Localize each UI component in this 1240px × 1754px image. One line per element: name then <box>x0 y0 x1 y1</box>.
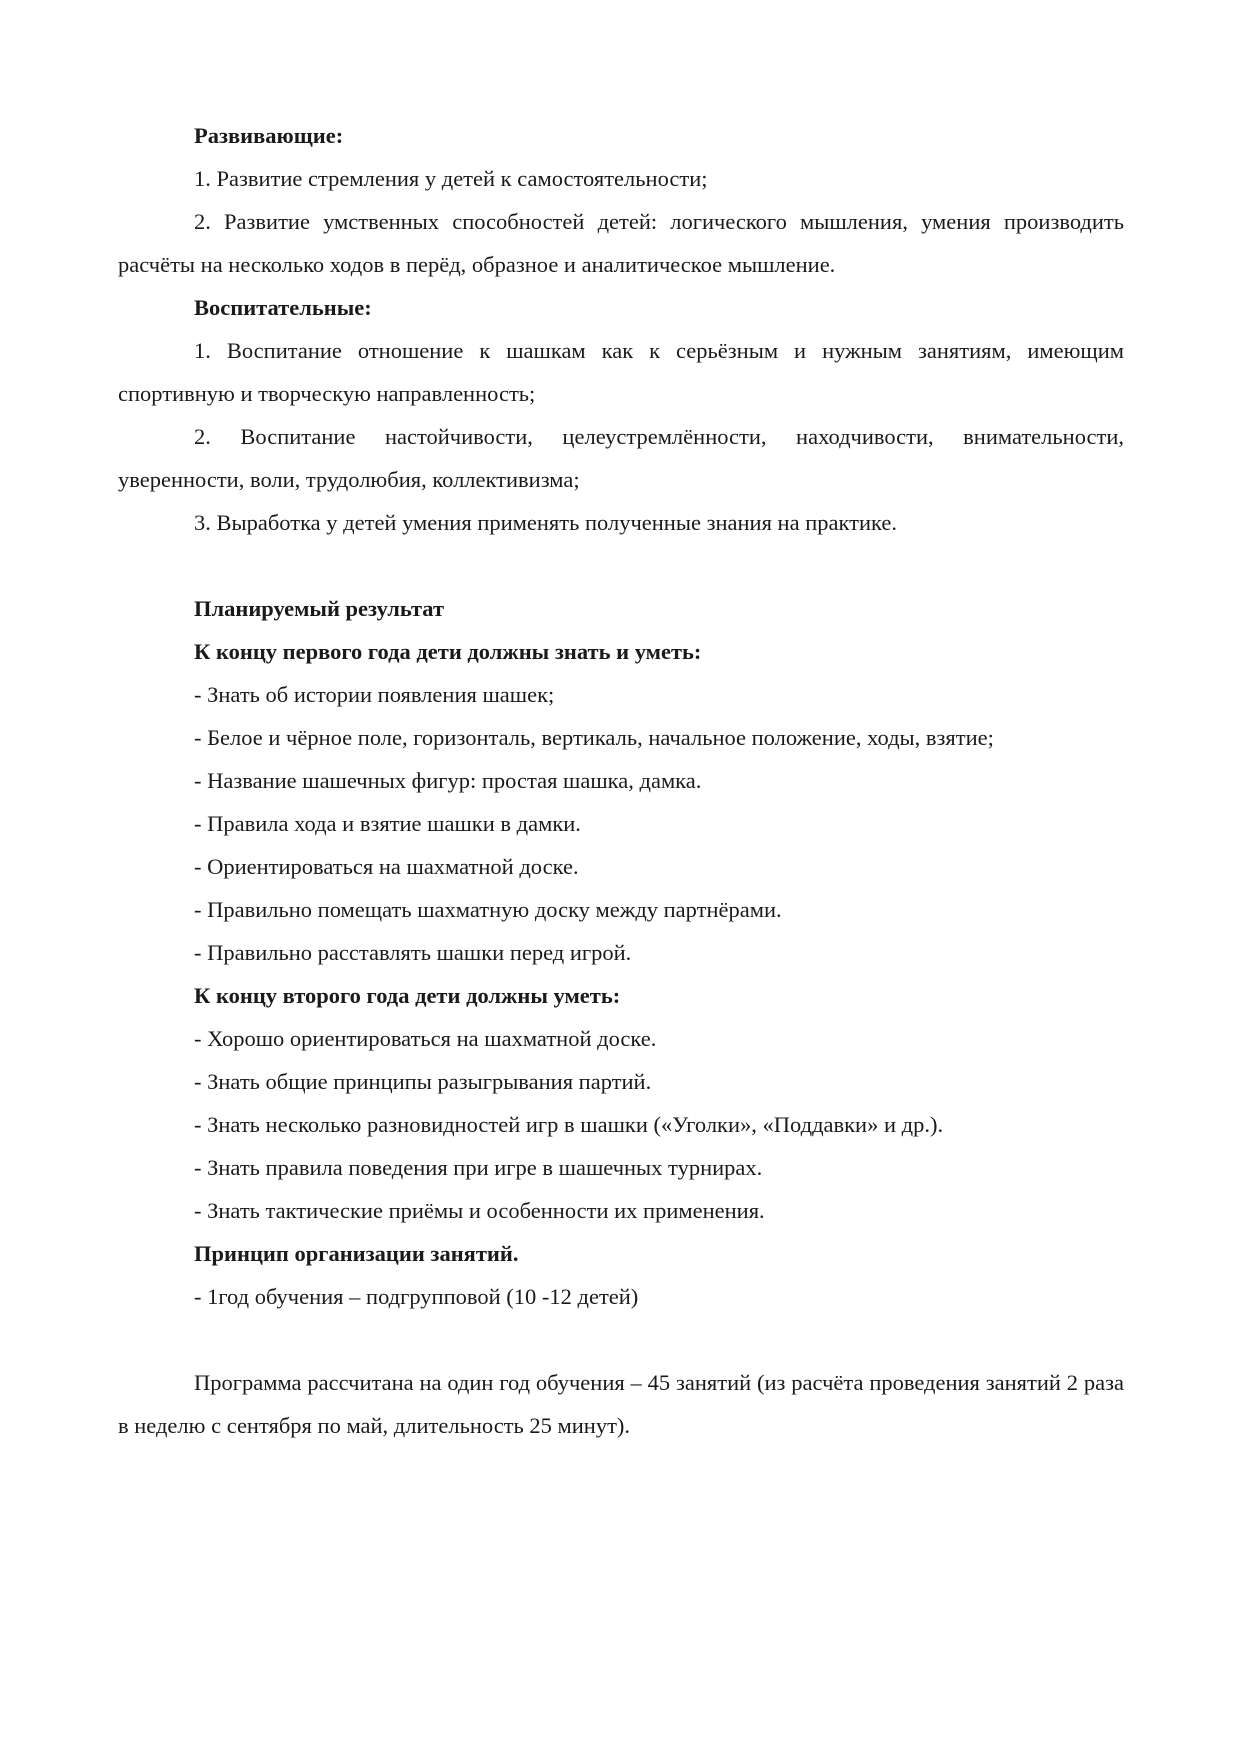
page-content <box>118 114 1124 1447</box>
second-year-item: - Знать несколько разновидностей игр в шашки («Уголки», «Поддавки» и др.). <box>194 1112 944 1137</box>
first-year-item: - Правильно помещать шахматную доску между партнёрами. <box>194 897 782 922</box>
section-spacer <box>118 544 1124 587</box>
second-year-item: - Знать правила поведения при игре в шашечных турнирах. <box>194 1155 763 1180</box>
first-year-item: - Ориентироваться на шахматной доске. <box>194 854 579 879</box>
results-heading: Планируемый результат <box>194 596 445 621</box>
organization-item: - 1год обучения – подгрупповой (10 -12 детей) <box>194 1284 639 1309</box>
first-year-item: - Правильно расставлять шашки перед игрой. <box>194 940 632 965</box>
first-year-item: - Белое и чёрное поле, горизонталь, вертикаль, начальное положение, ходы, взятие; <box>194 725 994 750</box>
program-note: Программа рассчитана на один год обучения – 45 занятий (из расчёта проведения занятий 2 раза в неделю с сентября по май, длительность 25 минут). <box>118 1370 1124 1438</box>
second-year-heading: К концу второго года дети должны уметь: <box>194 983 621 1008</box>
developing-heading: Развивающие: <box>194 123 344 148</box>
first-year-item: - Знать об истории появления шашек; <box>194 682 555 707</box>
first-year-item: - Название шашечных фигур: простая шашка, дамка. <box>194 768 702 793</box>
developing-item-2: 2. Развитие умственных способностей детей: логического мышления, умения производить расчёты на несколько ходов в перёд, образное и аналитическое мышление. <box>118 209 1124 277</box>
educational-item-2: 2. Воспитание настойчивости, целеустремлённости, находчивости, внимательности, уверенности, воли, трудолюбия, коллективизма; <box>118 424 1124 492</box>
developing-item-1: 1. Развитие стремления у детей к самостоятельности; <box>194 166 708 191</box>
organization-heading: Принцип организации занятий. <box>194 1241 519 1266</box>
first-year-item: - Правила хода и взятие шашки в дамки. <box>194 811 581 836</box>
educational-item-3: 3. Выработка у детей умения применять полученные знания на практике. <box>194 510 897 535</box>
educational-item-1: 1. Воспитание отношение к шашкам как к серьёзным и нужным занятиям, имеющим спортивную и творческую направленность; <box>118 338 1124 406</box>
first-year-heading: К концу первого года дети должны знать и уметь: <box>194 639 702 664</box>
educational-heading: Воспитательные: <box>194 295 372 320</box>
second-year-item: - Хорошо ориентироваться на шахматной доске. <box>194 1026 657 1051</box>
second-year-item: - Знать общие принципы разыгрывания партий. <box>194 1069 652 1094</box>
second-year-item: - Знать тактические приёмы и особенности их применения. <box>194 1198 765 1223</box>
section-spacer <box>118 1318 1124 1361</box>
